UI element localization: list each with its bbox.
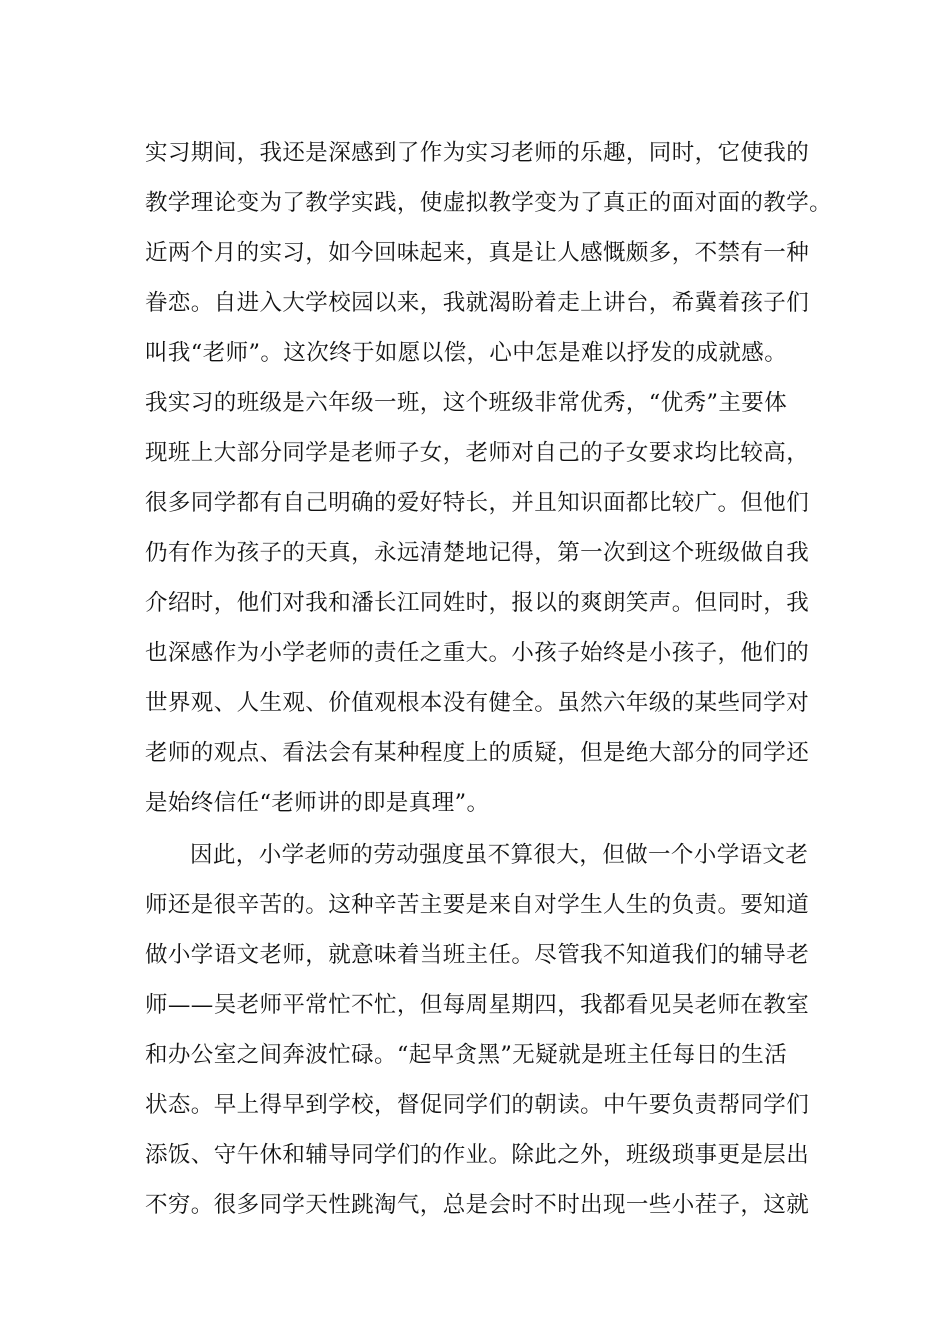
text-line: 也深感作为小学老师的责任之重大。小孩子始终是小孩子，他们的 — [145, 640, 810, 666]
text-line: 添饭、守午休和辅导同学们的作业。除此之外，班级琐事更是层出 — [145, 1142, 810, 1168]
text-line: 是始终信任“老师讲的即是真理”。 — [145, 790, 490, 816]
paragraph-2 — [145, 830, 825, 1230]
text-line: 不穷。很多同学天性跳淘气，总是会时不时出现一些小茬子，这就 — [145, 1192, 810, 1218]
text-line: 实习期间，我还是深感到了作为实习老师的乐趣，同时，它使我的 — [145, 140, 810, 166]
text-line: 做小学语文老师，就意味着当班主任。尽管我不知道我们的辅导老 — [145, 942, 810, 968]
text-line: 叫我“老师”。这次终于如愿以偿，心中怎是难以抒发的成就感。 — [145, 340, 788, 366]
text-line: 近两个月的实习，如今回味起来，真是让人感慨颇多，不禁有一种 — [145, 240, 810, 266]
text-line: 仍有作为孩子的天真，永远清楚地记得，第一次到这个班级做自我 — [145, 540, 810, 566]
text-line: 现班上大部分同学是老师子女，老师对自己的子女要求均比较高， — [145, 440, 810, 466]
text-line: 因此，小学老师的劳动强度虽不算很大，但做一个小学语文老 — [190, 842, 809, 868]
text-line: 和办公室之间奔波忙碌。“起早贪黑”无疑就是班主任每日的生活 — [145, 1042, 788, 1068]
text-line: 很多同学都有自己明确的爱好特长，并且知识面都比较广。但他们 — [145, 490, 810, 516]
text-line: 教学理论变为了教学实践，使虚拟教学变为了真正的面对面的教学。 — [145, 190, 833, 216]
text-line: 眷恋。自进入大学校园以来，我就渴盼着走上讲台，希冀着孩子们 — [145, 290, 810, 316]
text-line: 师还是很辛苦的。这种辛苦主要是来自对学生人生的负责。要知道 — [145, 892, 810, 918]
body-text — [145, 128, 833, 1230]
text-line: 师——吴老师平常忙不忙，但每周星期四，我都看见吴老师在教室 — [145, 992, 810, 1018]
text-line: 状态。早上得早到学校，督促同学们的朝读。中午要负责帮同学们 — [145, 1092, 810, 1118]
text-line: 世界观、人生观、价值观根本没有健全。虽然六年级的某些同学对 — [145, 690, 810, 716]
paragraph-1 — [145, 128, 833, 828]
text-line: 介绍时，他们对我和潘长江同姓时，报以的爽朗笑声。但同时，我 — [145, 590, 810, 616]
text-line: 老师的观点、看法会有某种程度上的质疑，但是绝大部分的同学还 — [145, 740, 810, 766]
text-line: 我实习的班级是六年级一班，这个班级非常优秀，“优秀”主要体 — [145, 390, 788, 416]
